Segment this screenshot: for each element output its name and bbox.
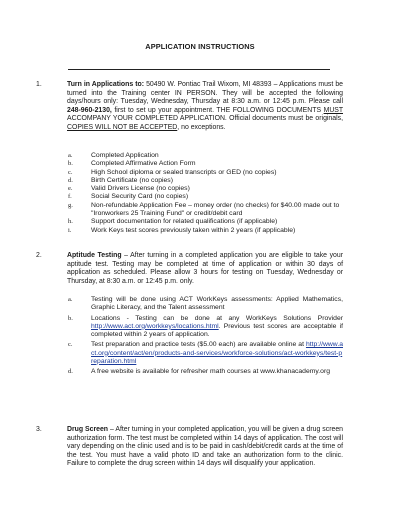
- list-letter: c.: [68, 168, 73, 176]
- list-text: Support documentation for related qualifications (if applicable): [91, 218, 278, 226]
- list-letter: h.: [68, 218, 73, 226]
- list-text: Valid Drivers License (no copies): [91, 185, 190, 193]
- title-underline: [68, 69, 330, 70]
- section-3-text: – After turning in your completed application, you will be given a drug screen authorization form. The test must be completed within 14 days of application. The cost will vary depending on the clinic used and is to be paid in cash/debit/credit cards at the time of the test. You must have a valid photo ID and take an authorization form to the clinic. Failure to complete the drug screen within 14 days will disqualify your application.: [67, 426, 343, 467]
- list-item: [0, 177, 400, 185]
- section-1-text-2: ACCOMPANY YOUR COMPLETED APPLICATION. Official documents must be originals,: [67, 115, 343, 122]
- section-3-heading: Drug Screen: [67, 426, 109, 433]
- section-1-text: first to set up your appointment. THE FOLLOWING DOCUMENTS: [111, 106, 324, 114]
- section-1-end: , no exceptions.: [177, 123, 226, 131]
- section-3-number: 3.: [36, 426, 42, 433]
- section-2-body: [67, 252, 343, 286]
- list-text: A free website is available for refresher math courses at www.khanacademy.org: [91, 368, 331, 376]
- section-1-heading: Turn in Applications to:: [67, 81, 145, 88]
- documents-list: [0, 152, 400, 235]
- locations-text-2: . Previous test scores are acceptable if completed within 2 years of application.: [91, 322, 343, 338]
- list-letter: f.: [68, 193, 72, 201]
- list-item: [0, 160, 400, 168]
- list-item: [0, 152, 400, 160]
- section-2-text: – After turning in a completed application you are eligible to take your aptitude test. Testing may be completed at time of application or within 30 days of application as scheduled. Please allow 3 hours for testing on Tuesday, Wednesday or Thursday, at 8:30 a.m. or 12:45 p.m. only.: [67, 252, 344, 285]
- list-item: [0, 296, 400, 312]
- list-letter: i.: [68, 226, 72, 234]
- list-letter: g.: [68, 201, 73, 209]
- testing-list: [0, 296, 400, 379]
- list-letter: d.: [68, 176, 73, 184]
- list-item: [0, 202, 400, 219]
- list-item: [0, 227, 400, 235]
- copies-warning: COPIES WILL NOT BE ACCEPTED: [67, 123, 178, 131]
- list-text: Completed Affirmative Action Form: [91, 160, 196, 168]
- section-1-number: 1.: [36, 81, 42, 88]
- list-item: [0, 193, 400, 201]
- list-item: [0, 368, 400, 376]
- list-letter: b.: [68, 314, 73, 322]
- section-1-body: [67, 81, 343, 132]
- list-text: Non-refundable Application Fee – money order (no checks) for $40.00 made out to "Ironworkers 25 Training Fund" or credit/debit card: [91, 201, 340, 218]
- page-title: APPLICATION INSTRUCTIONS: [145, 42, 255, 51]
- list-text: [91, 341, 343, 366]
- must-emphasis: MUST: [323, 106, 343, 114]
- section-1-address: 50490 W. Pontiac Trail Wixom, MI 48393 – Applications must be turned into the Training center IN PERSON. They will be accepted the following days/hours only: Tuesday, Wednesday, Thursday at 8:30 a.m. or 12:45 p.m. Please call: [67, 81, 343, 105]
- list-item: [0, 185, 400, 193]
- workkeys-locations-link[interactable]: http://www.act.org/workkeys/locations.html: [91, 322, 219, 330]
- section-3-body: [67, 426, 343, 469]
- list-item: [0, 169, 400, 177]
- phone-number: 248-960-2130,: [67, 106, 112, 114]
- list-letter: e.: [68, 185, 73, 193]
- list-item: [0, 315, 400, 340]
- section-2-heading: Aptitude Testing: [67, 252, 122, 259]
- list-letter: b.: [68, 160, 73, 168]
- test-preparation-link[interactable]: http://www.act.org/content/act/en/products-and-services/workforce-solutions/act-workkeys/test-preparation.html: [91, 341, 343, 365]
- list-letter: d.: [68, 368, 73, 376]
- list-text: Completed Application: [91, 152, 159, 159]
- test-prep-text: Test preparation and practice tests ($5.00 each) are available online at: [91, 341, 306, 349]
- list-letter: a.: [68, 296, 73, 303]
- locations-text: Locations - Testing can be done at any WorkKeys Solutions Provider: [91, 314, 343, 322]
- list-letter: c.: [68, 341, 73, 349]
- list-item: [0, 341, 400, 366]
- list-text: Birth Certificate (no copies): [91, 176, 173, 184]
- list-text: [91, 315, 343, 340]
- list-text: High School diploma or sealed transcripts or GED (no copies): [91, 168, 277, 176]
- list-text: Work Keys test scores previously taken within 2 years (if applicable): [91, 226, 296, 234]
- list-letter: a.: [68, 152, 73, 159]
- list-text: Social Security Card (no copies): [91, 193, 189, 201]
- list-item: [0, 218, 400, 226]
- section-2-number: 2.: [36, 252, 42, 259]
- list-text: Testing will be done using ACT WorkKeys assessments: Applied Mathematics, Graphic Literacy, and the Talent assessment: [91, 296, 343, 312]
